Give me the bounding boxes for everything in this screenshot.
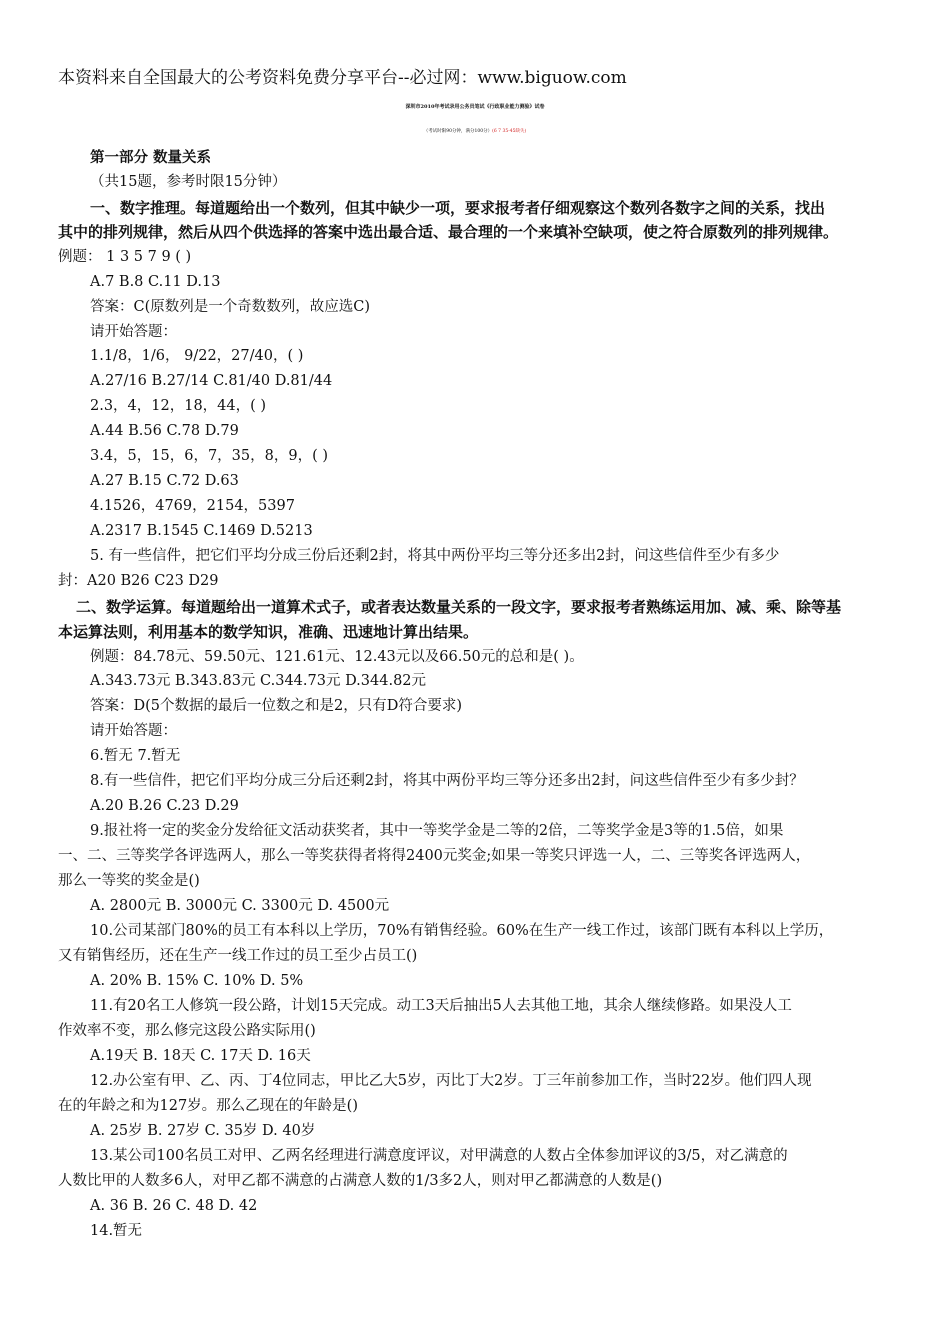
- example1-options: A.7 B.8 C.11 D.13: [90, 274, 221, 290]
- questions-6-7: 6.暂无 7.暂无: [90, 748, 181, 764]
- question-10-line2: 又有销售经历，还在生产一线工作过的员工至少占员工(): [58, 948, 418, 964]
- question-2: 2.3，4，12，18，44，( ): [90, 398, 267, 414]
- question-12-options: A. 25岁 B. 27岁 C. 35岁 D. 40岁: [90, 1123, 316, 1139]
- exam-subtitle: [0, 122, 950, 142]
- question-13-options: A. 36 B. 26 C. 48 D. 42: [90, 1198, 258, 1214]
- question-10-line1: 10.公司某部门80%的员工有本科以上学历，70%有销售经验。60%在生产一线工作过，该部门既有本科以上学历，: [90, 923, 834, 939]
- question-1: 1.1/8，1/6， 9/22，27/40，( ): [90, 348, 304, 364]
- example1-question: 例题： 1 3 5 7 9 ( ): [58, 249, 192, 265]
- question-5-line1: 5. 有一些信件，把它们平均分成三份后还剩2封，将其中两份平均三等分还多出2封，问这些信件至少有多少: [90, 548, 780, 564]
- example2-question: 例题：84.78元、59.50元、121.61元、12.43元以及66.50元的总和是( )。: [90, 649, 584, 665]
- section1-instructions-line2: 其中的排列规律，然后从四个供选择的答案中选出最合适、最合理的一个来填补空缺项，使之符合原数列的排列规律。: [58, 223, 839, 241]
- question-14: 14.暂无: [90, 1223, 143, 1239]
- example2-answer: 答案：D(5个数据的最后一位数之和是2，只有D符合要求): [90, 698, 463, 714]
- subtitle-text: （考试时限90分钟，满分100分）: [423, 129, 493, 134]
- question-3: 3.4，5，15，6，7，35，8，9，( ): [90, 448, 329, 464]
- part1-title: 第一部分 数量关系: [90, 149, 212, 166]
- question-11-line1: 11.有20名工人修筑一段公路，计划15天完成。动工3天后抽出5人去其他工地，其余人继续修路。如果没人工: [90, 998, 792, 1014]
- question-9-line3: 那么一等奖的奖金是(): [58, 873, 200, 889]
- question-10-options: A. 20% B. 15% C. 10% D. 5%: [90, 973, 304, 989]
- section2-instructions-line1: 二、数学运算。每道题给出一道算术式子，或者表达数量关系的一段文字，要求报考者熟练运用加、减、乘、除等基: [76, 598, 842, 616]
- source-header: 本资料来自全国最大的公考资料免费分享平台--必过网：www.biguow.com: [58, 68, 627, 88]
- question-9-options: A. 2800元 B. 3000元 C. 3300元 D. 4500元: [90, 898, 390, 914]
- part1-info: （共15题，参考时限15分钟）: [90, 174, 287, 190]
- question-4-options: A.2317 B.1545 C.1469 D.5213: [90, 523, 313, 539]
- question-3-options: A.27 B.15 C.72 D.63: [90, 473, 239, 489]
- question-4: 4.1526，4769，2154，5397: [90, 498, 295, 514]
- question-12-line1: 12.办公室有甲、乙、丙、丁4位同志，甲比乙大5岁，丙比丁大2岁。丁三年前参加工作，当时22岁。他们四人现: [90, 1073, 812, 1089]
- question-13-line1: 13.某公司100名员工对甲、乙两名经理进行满意度评议，对甲满意的人数占全体参加评议的3/5，对乙满意的: [90, 1148, 788, 1164]
- example2-options: A.343.73元 B.343.83元 C.344.73元 D.344.82元: [90, 673, 427, 689]
- section1-instructions-line1: 一、数字推理。每道题给出一个数列，但其中缺少一项，要求报考者仔细观察这个数列各数字之间的关系，找出: [90, 199, 826, 217]
- section2-instructions-line2: 本运算法则，利用基本的数学知识，准确、迅速地计算出结果。: [58, 623, 479, 641]
- start-prompt-2: 请开始答题：: [90, 723, 177, 739]
- example1-answer: 答案：C(原数列是一个奇数数列，故应选C): [90, 299, 371, 315]
- start-prompt-1: 请开始答题：: [90, 324, 177, 340]
- question-8-options: A.20 B.26 C.23 D.29: [90, 798, 239, 814]
- question-9-line1: 9.报社将一定的奖金分发给征文活动获奖者，其中一等奖学金是二等的2倍，二等奖学金是3等的1.5倍，如果: [90, 823, 784, 839]
- question-8: 8.有一些信件，把它们平均分成三分后还剩2封，将其中两份平均三等分还多出2封，问这些信件至少有多少封？: [90, 773, 804, 789]
- question-9-line2: 一、二、三等奖学各评选两人，那么一等奖获得者将得2400元奖金;如果一等奖只评选一人，二、三等奖各评选两人，: [58, 848, 811, 864]
- question-11-line2: 作效率不变，那么修完这段公路实际用(): [58, 1023, 316, 1039]
- question-11-options: A.19天 B. 18天 C. 17天 D. 16天: [90, 1048, 311, 1064]
- question-13-line2: 人数比甲的人数多6人，对甲乙都不满意的占满意人数的1/3多2人，则对甲乙都满意的人数是(): [58, 1173, 663, 1189]
- question-5-line2: 封：A20 B26 C23 D29: [58, 573, 219, 589]
- missing-note: (6 7 35-45缺失): [492, 129, 527, 134]
- question-1-options: A.27/16 B.27/14 C.81/40 D.81/44: [90, 373, 333, 389]
- exam-title: 深圳市2010年考试录用公务员笔试《行政职业能力测验》试卷: [405, 104, 545, 110]
- question-12-line2: 在的年龄之和为127岁。那么乙现在的年龄是(): [58, 1098, 358, 1114]
- question-2-options: A.44 B.56 C.78 D.79: [90, 423, 239, 439]
